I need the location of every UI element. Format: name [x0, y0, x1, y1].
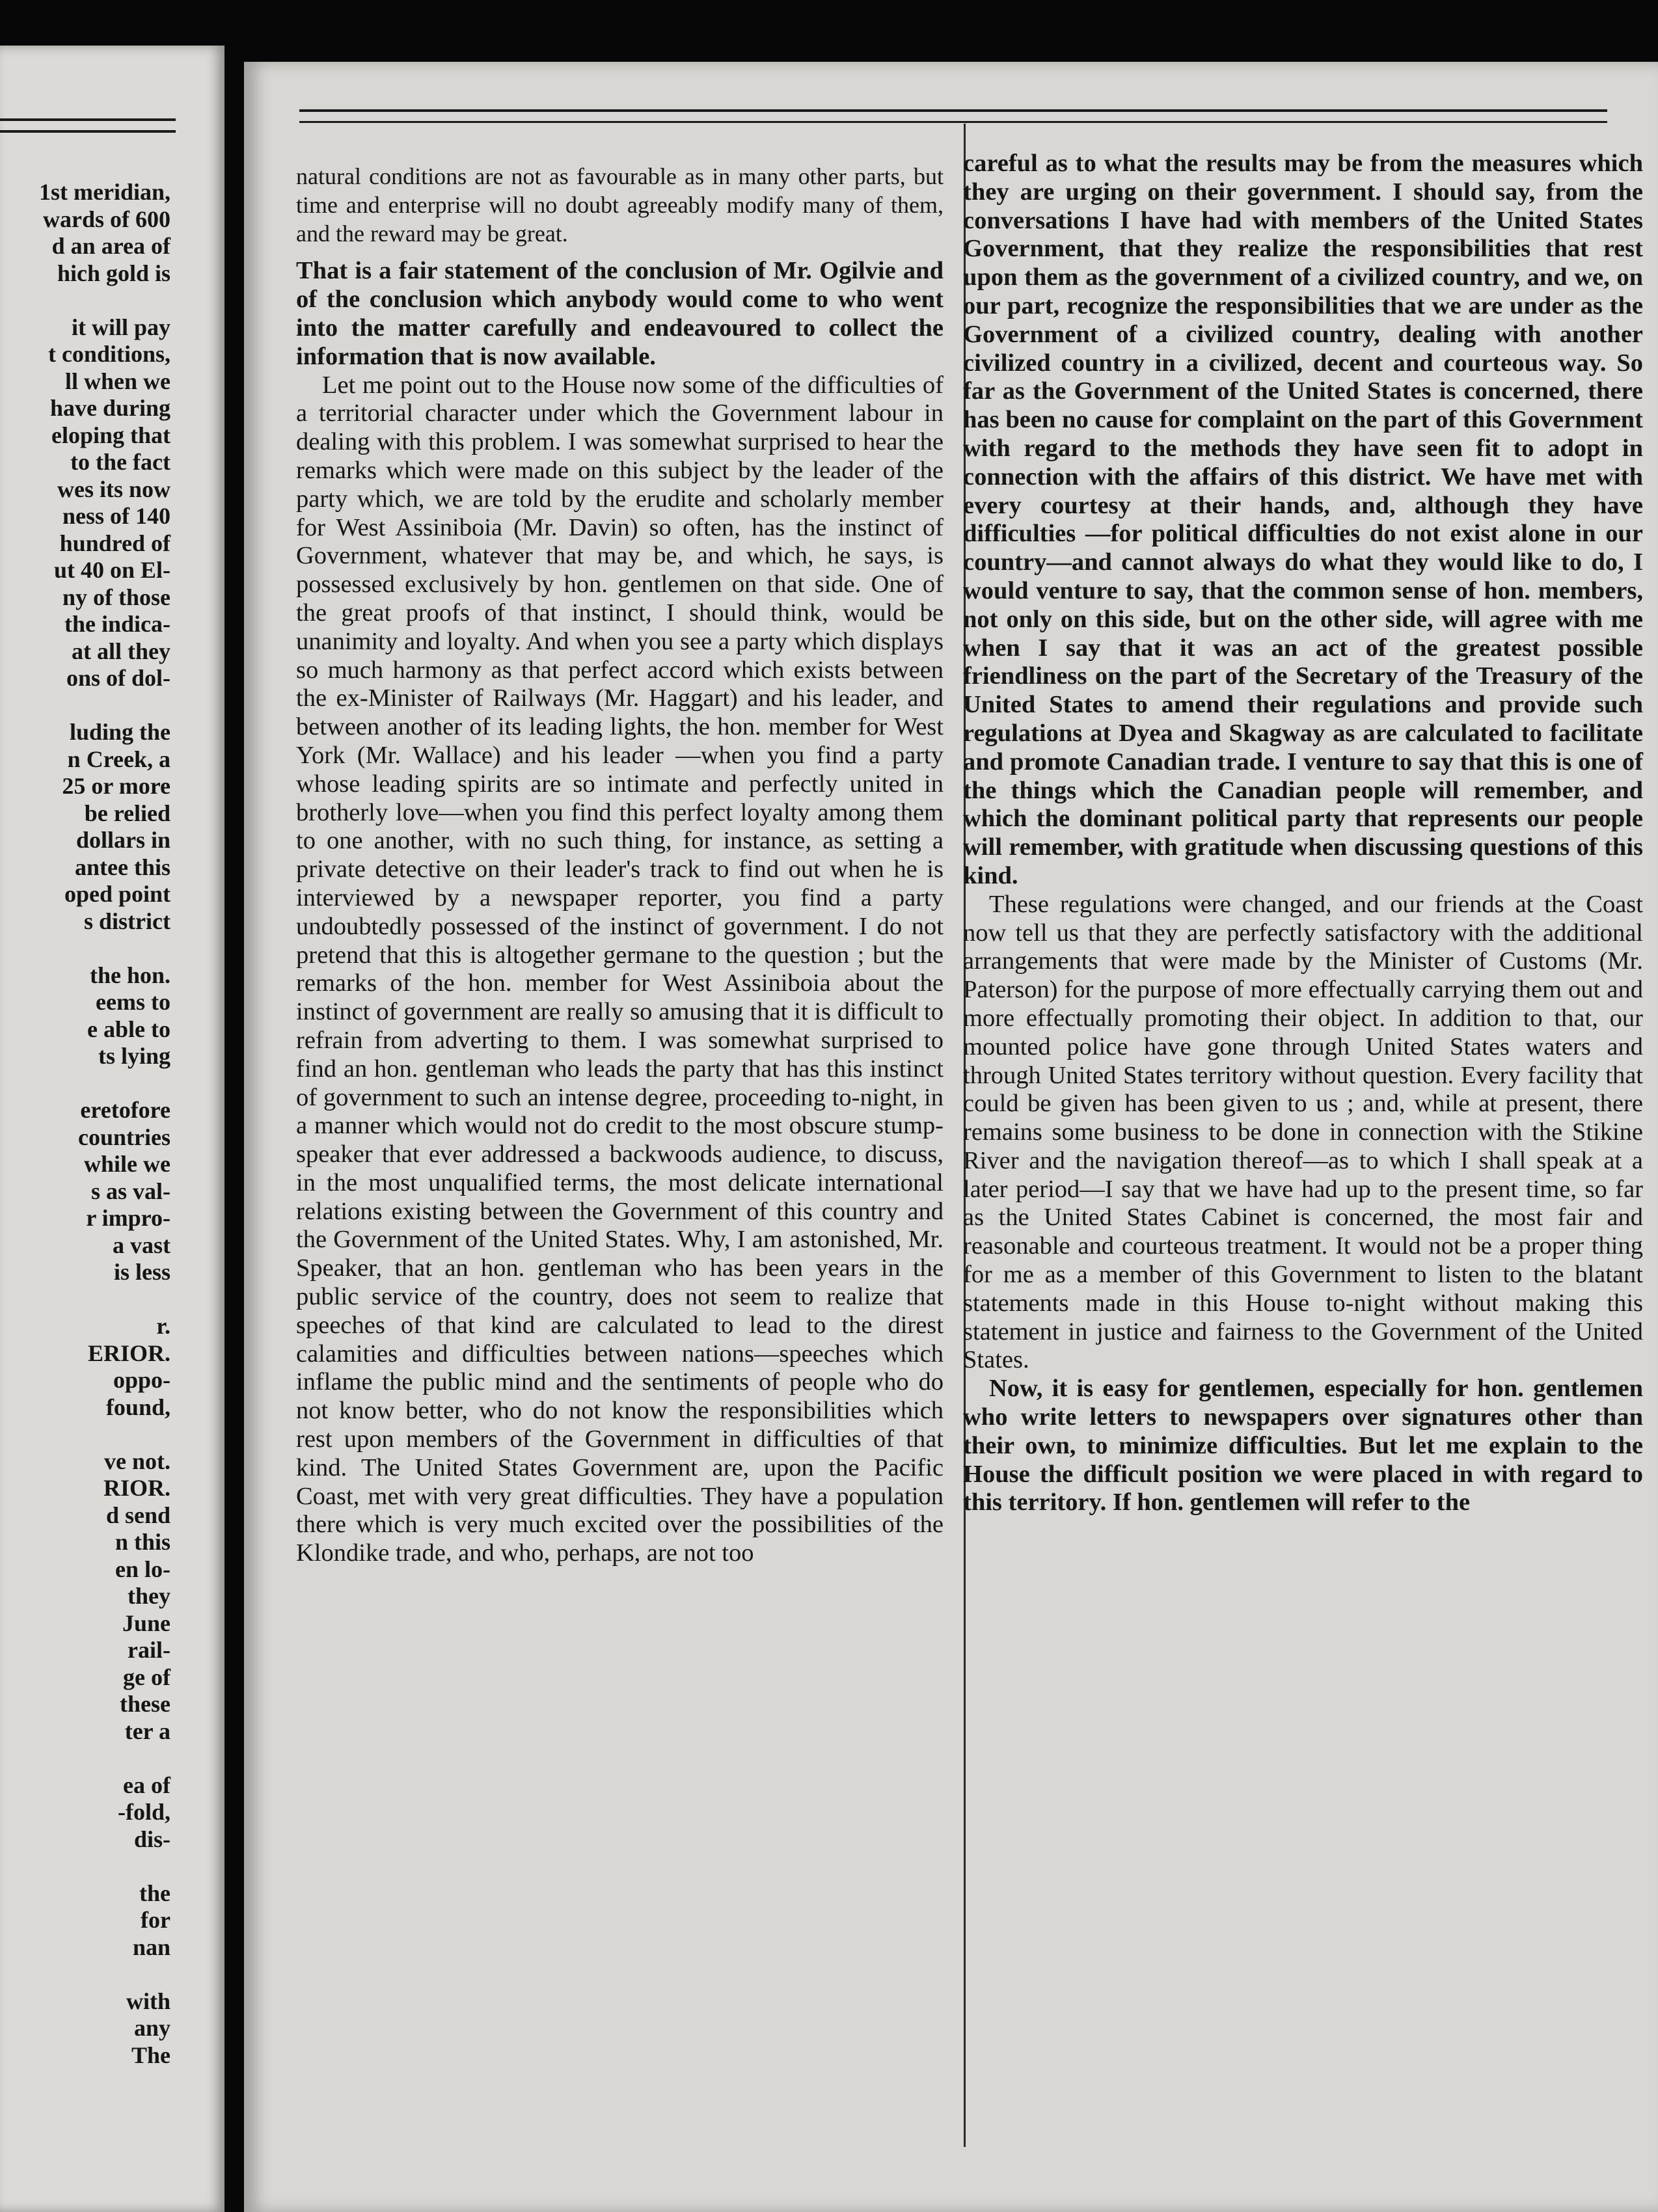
fragment-line: with	[126, 1988, 170, 2014]
left-page-rule-bottom	[0, 130, 176, 133]
fragment-gap	[0, 935, 170, 962]
fragment-line: oppo-	[113, 1367, 170, 1393]
fragment-line: ts lying	[98, 1043, 170, 1069]
fragment-gap	[0, 1070, 170, 1098]
fragment-line: found,	[105, 1394, 170, 1420]
fragment-line: countries	[78, 1124, 170, 1150]
header-rule-lower	[299, 121, 1607, 123]
fragment-line: any	[133, 2015, 170, 2041]
fragment-line: r.	[156, 1313, 170, 1339]
fragment-line: s district	[84, 908, 170, 934]
fragment-line: ll when we	[65, 368, 170, 394]
fragment-line: at all they	[72, 638, 170, 664]
fragment-gap	[0, 1745, 170, 1772]
fragment-line: ea of	[123, 1772, 170, 1798]
fragment-line: ons of dol-	[66, 665, 170, 691]
fragment-line: 1st meridian,	[39, 179, 170, 205]
fragment-line: ERIOR.	[87, 1340, 170, 1366]
fragment-line: ter a	[124, 1718, 170, 1744]
previous-page-text-fragments	[0, 179, 170, 2069]
fragment-line: The	[131, 2042, 170, 2068]
fragment-line: ve not.	[104, 1448, 170, 1474]
fragment-line: antee this	[75, 854, 170, 880]
fragment-line: have during	[49, 395, 170, 421]
fragment-line: s as val-	[90, 1178, 170, 1204]
fragment-line: n Creek, a	[67, 746, 170, 772]
fragment-line: be relied	[84, 800, 170, 826]
fragment-line: dis-	[133, 1826, 170, 1852]
fragment-line: 25 or more	[62, 773, 170, 799]
fragment-line: they	[128, 1583, 170, 1609]
fragment-line: wes its now	[57, 476, 170, 502]
fragment-line: ness of 140	[62, 503, 170, 529]
fragment-line: d an area of	[51, 233, 170, 259]
fragment-gap	[0, 287, 170, 314]
fragment-line: ge of	[123, 1664, 170, 1690]
fragment-line: r impro-	[86, 1205, 170, 1231]
fragment-line: ny of those	[62, 584, 170, 610]
fragment-line: e able to	[87, 1016, 170, 1042]
fragment-line: rail-	[128, 1637, 170, 1663]
left-page-rule-top	[0, 118, 176, 121]
fragment-line: these	[120, 1691, 170, 1717]
fragment-gap	[0, 692, 170, 720]
fragment-line: wards of 600	[43, 206, 170, 232]
fragment-line: -fold,	[118, 1799, 170, 1825]
fragment-line: luding the	[69, 719, 170, 745]
fragment-line: nan	[132, 1934, 170, 1960]
paragraph-minimize-difficulties: Now, it is easy for gentlemen, especially for hon. gentlemen who write letters to newspapers over signatures other than their own, to minimize difficulties. But let me explain to the House the difficult position we were placed in with regard to this territory. If hon. gentlemen will refer to the	[963, 1375, 1643, 1517]
left-text-column	[296, 163, 944, 1568]
header-rule-upper	[299, 109, 1607, 112]
fragment-line: d send	[105, 1502, 170, 1528]
fragment-line: the indica-	[64, 611, 170, 637]
fragment-line: dollars in	[75, 827, 170, 853]
paragraph-continuation: careful as to what the results may be from the measures which they are urging on their government. I should say, from the conversations I have had with members of the United States Government, that they realize the responsibilities that rest upon them as the government of a civilized country, and we, on our part, recognize the responsibilities that we are under as the Government of a civilized country, dealing with another civilized country in a civilized, decent and courteous way. So far as the Government of the United States is concerned, there has been no cause for complaint on the part of this Government with regard to the methods they have seen fit to adopt in connection with the affairs of this district. We have met with every courtesy at their hands, and, although they have difficulties —for political difficulties do not exist alone in our country—and cannot always do what they would like to do, I would venture to say, that the common sense of hon. members, not only on this side, but on the other side, will agree with me when I say that it was an act of the greatest possible friendliness on the part of the Secretary of the Treasury of the United States to amend their regulations and provide such regulations at Dyea and Skagway as are calculated to facilitate and promote Canadian trade. I venture to say that this is one of the things which the Canadian people will remember, and which the dominant political party that represents our people will remember, with gratitude when discussing questions of this kind.	[963, 150, 1643, 889]
fragment-line: June	[122, 1610, 170, 1636]
previous-page-strip	[0, 46, 224, 2212]
fragment-line: the hon.	[89, 962, 170, 988]
fragment-line: a vast	[113, 1232, 170, 1258]
fragment-line: hich gold is	[57, 260, 170, 286]
fragment-line: the	[139, 1880, 170, 1906]
fragment-line: is less	[113, 1259, 170, 1285]
paragraph-regulations-changed: These regulations were changed, and our friends at the Coast now tell us that they are perfectly satisfactory with the additional arrangements that were made by the Minister of Customs (Mr. Paterson) for the purpose of more effectually carrying them out and more effectually promoting their object. In addition to that, our mounted police have gone through United States waters and through United States territory without question. Every facility that could be given has been given to us ; and, while at present, there remains some business to be done in connection with the Stikine River and the navigation thereof—as to which I shall speak at a later period—I say that we have had up to the present time, so far as the United States Cabinet is concerned, the most fair and reasonable and courteous treatment. It would not be a proper thing for me as a member of this Government to listen to the blatant statements made in this House to-night without making this statement in justice and fairness to the Government of the United States.	[963, 890, 1643, 1374]
fragment-line: eretofore	[80, 1097, 170, 1123]
fragment-line: hundred of	[59, 530, 170, 556]
fragment-line: n this	[115, 1529, 170, 1555]
fragment-gap	[0, 1853, 170, 1880]
fragment-line: t conditions,	[48, 341, 170, 367]
right-text-column	[963, 150, 1643, 1517]
quoted-passage: natural conditions are not as favourable as in many other parts, but time and enterprise will no doubt agreeably modify many of them, and the reward may be great.	[296, 163, 944, 247]
fragment-gap	[0, 1286, 170, 1314]
fragment-line: RIOR.	[103, 1475, 170, 1501]
fragment-gap	[0, 1421, 170, 1448]
fragment-line: for	[141, 1907, 170, 1933]
fragment-line: it will pay	[71, 314, 170, 340]
fragment-line: to the fact	[70, 449, 170, 475]
paragraph-fair-statement: That is a fair statement of the conclusion of Mr. Ogilvie and of the conclusion which anybody would come to who went into the matter carefully and endeavoured to collect the information that is now available.	[296, 257, 944, 370]
paragraph-territorial-difficulties: Let me point out to the House now some of the difficulties of a territorial character under which the Government labour in dealing with this problem. I was somewhat surprised to hear the remarks which were made on this subject by the leader of the party which, we are told by the erudite and scholarly member for West Assiniboia (Mr. Davin) so often, has the instinct of Government, whatever that may be, and which, he says, is possessed exclusively by hon. gentlemen on that side. One of the great proofs of that instinct, I should think, would be unanimity and loyalty. And when you see a party which displays so much harmony as that perfect accord which exists between the ex-Minister of Railways (Mr. Haggart) and his leader, and between another of its leading lights, the hon. member for West York (Mr. Wallace) and his leader —when you find a party whose leading spirits are so intimate and perfectly united in brotherly love—when you find this perfect loyalty among them to one another, with no such thing, for instance, as setting a private detective on their leader's track to find out when he is interviewed by a newspaper reporter, you find a party undoubtedly possessed of the instinct of government. I do not pretend that this is altogether germane to the question ; but the remarks of the hon. member for West Assiniboia about the instinct of government are really so amusing that it is difficult to refrain from adverting to them. I was somewhat surprised to find an hon. gentleman who leads the party that has this instinct of government to such an intense degree, proceeding to-night, in a manner which would not do credit to the most obscure stump-speaker that ever addressed a backwoods audience, to discuss, in the most unqualified terms, the most delicate international relations existing between the Government of this country and the Government of the United States. Why, I am astonished, Mr. Speaker, that an hon. gentleman who has been years in the public service of the country, does not seem to realize that speeches of that kind are calculated to lead to the direst calamities and difficulties between nations—speeches which inflame the public mind and the sentiments of people who do not know better, who do not know the responsibilities which rest upon members of the Government in difficulties of that kind. The United States Government are, upon the Pacific Coast, met with very great difficulties. They have a population there which is very much excited over the possibilities of the Klondike trade, and who, perhaps, are not too	[296, 371, 944, 1567]
fragment-line: oped point	[64, 881, 170, 907]
fragment-line: en lo-	[115, 1556, 170, 1582]
fragment-gap	[0, 1961, 170, 1988]
fragment-line: eems to	[96, 989, 170, 1015]
fragment-line: ut 40 on El-	[53, 557, 170, 583]
fragment-line: eloping that	[51, 422, 170, 448]
fragment-line: while we	[84, 1151, 170, 1177]
